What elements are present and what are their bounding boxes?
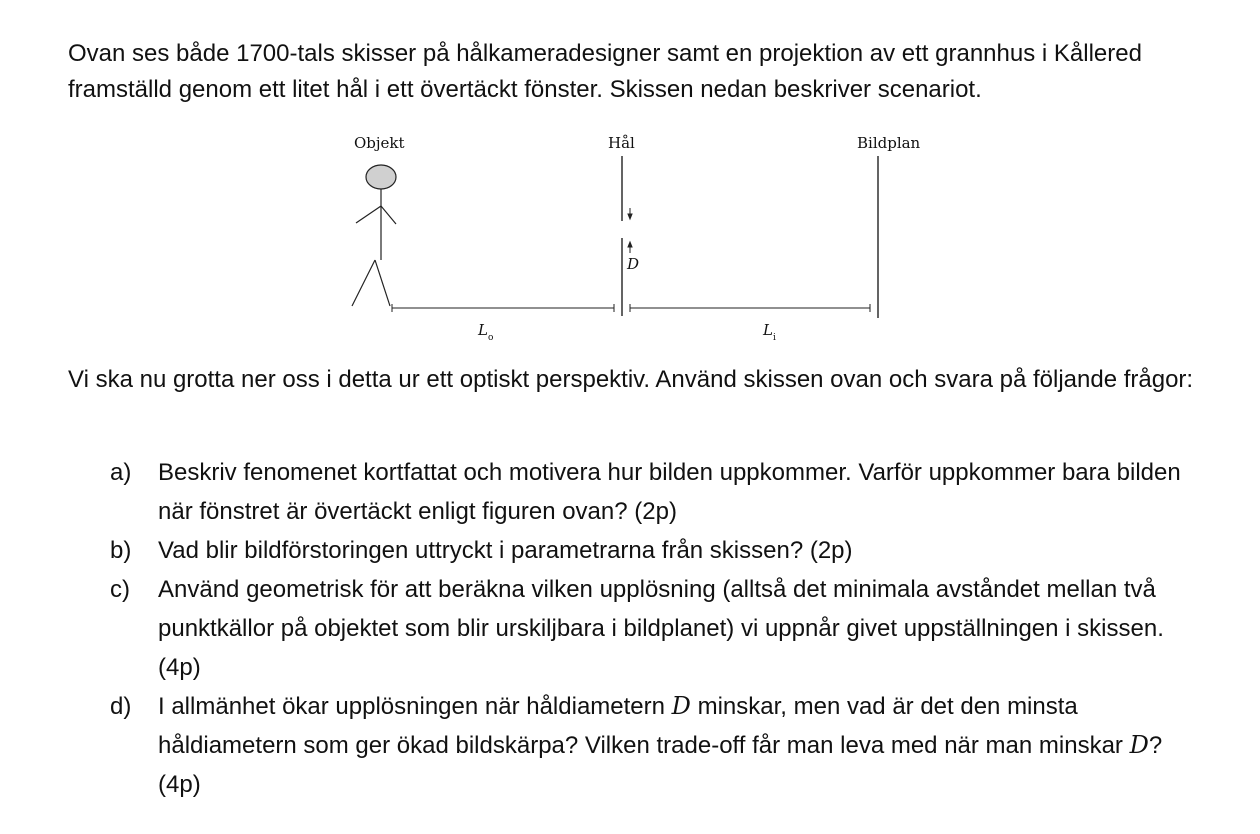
object-distance-bar: [392, 304, 614, 312]
variable-d: D: [1129, 731, 1149, 759]
pinhole-camera-diagram: [340, 128, 940, 350]
object-distance-label: $L_o$: [478, 321, 494, 343]
question-d-text: I allmänhet ökar upplösningen när håldiametern D minskar, men vad är det den minsta håldiametern som ger ökad bildskärpa? Vilken trade-off får man leva med när man minskar D? (4p): [158, 692, 1163, 798]
question-a-text: Beskriv fenomenet kortfattat och motivera hur bilden uppkommer. Varför uppkommer bara bilden när fönstret är övertäckt enligt figuren ovan? (2p): [158, 459, 1181, 525]
lead-paragraph: Vi ska nu grotta ner oss i detta ur ett optiskt perspektiv. Använd skissen ovan och svara på följande frågor:: [68, 366, 1194, 393]
question-c-text: Använd geometrisk för att beräkna vilken upplösning (alltså det minimala avståndet mellan två punktkällor på objektet som blir urskiljbara i bildplanet) vi uppnår givet uppställningen i skissen. (4p): [158, 576, 1164, 681]
diameter-label: D: [627, 255, 640, 273]
question-a-label: a): [110, 459, 132, 486]
stick-figure-arms: [356, 206, 381, 223]
stick-figure: [352, 165, 396, 306]
question-c-label: c): [110, 576, 130, 603]
image-distance-label: $L_i$: [763, 321, 776, 343]
image-plane-label: Bildplan: [857, 134, 921, 152]
object-label: Objekt: [354, 134, 405, 152]
question-b-text: Vad blir bildförstoringen uttryckt i parametrarna från skissen? (2p): [158, 537, 853, 564]
hole-label: Hål: [608, 134, 635, 152]
diameter-arrows: [628, 208, 632, 253]
stick-figure-legs: [352, 260, 375, 306]
question-d-label: d): [110, 693, 132, 720]
variable-d: D: [671, 692, 691, 720]
intro-paragraph: Ovan ses både 1700-tals skisser på hålkameradesigner samt en projektion av ett grannhus i Kållered framställd genom ett litet hål i ett övertäckt fönster. Skissen nedan beskriver scenariot.: [68, 40, 1142, 103]
question-b-label: b): [110, 537, 132, 564]
stick-figure-head: [366, 165, 396, 189]
image-distance-bar: [630, 304, 870, 312]
